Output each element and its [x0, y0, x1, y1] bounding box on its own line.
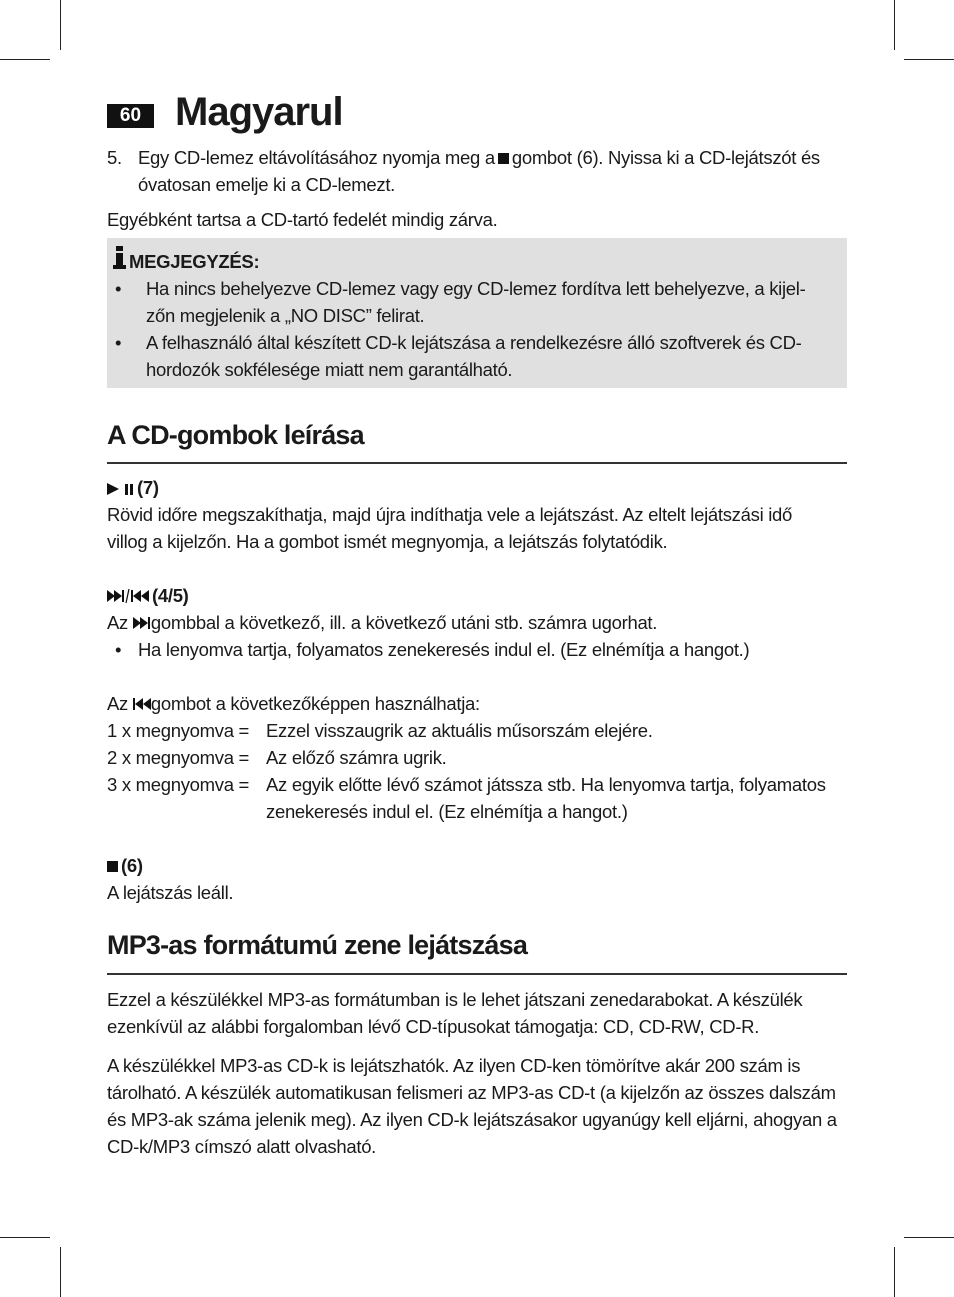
crop-mark [0, 1237, 50, 1238]
bullet-char: • [115, 332, 122, 353]
paragraph: Rövid időre megszakíthatja, majd újra indíthatja vele a lejátszást. Az eltelt lejátszási idő [107, 504, 793, 525]
skip-label: (4/5) [107, 582, 189, 609]
skip-backward-icon [133, 696, 151, 712]
stop-icon [107, 861, 118, 872]
paragraph: Ezzel a készülékkel MP3-as formátumban is le lehet játszani zenedarabokat. A készülék [107, 989, 803, 1010]
crop-mark [60, 0, 61, 50]
stop-label: (6) [107, 852, 143, 879]
bullet-char: • [115, 278, 122, 299]
press-count-desc: Ezzel visszaugrik az aktuális műsorszám elejére. [266, 720, 653, 741]
paragraph: Az gombot a következőképpen használhatja: [107, 693, 480, 714]
press-count-desc: zenekeresés indul el. (Ez elnémítja a hangot.) [266, 801, 628, 822]
crop-mark [904, 1237, 954, 1238]
press-count-label: 1 x megnyomva = [107, 720, 250, 741]
paragraph: és MP3-ak száma jelenik meg). Az ilyen CD-k lejátszásakor ugyanúgy kell eljárni, ahogyan a [107, 1109, 837, 1130]
section-heading: A CD-gombok leírása [107, 420, 364, 450]
bullet-line: Ha lenyomva tartja, folyamatos zenekeresés indul el. (Ez elnémítja a hangot.) [138, 639, 750, 660]
press-count-label: 2 x megnyomva = [107, 747, 250, 768]
skip-forward-icon [133, 615, 151, 631]
step-text-line: óvatosan emelje ki a CD-lemezt. [138, 174, 395, 195]
step-text-line: Egy CD-lemez eltávolításához nyomja meg a gombot (6). Nyissa ki a CD-lejátszót és [138, 147, 820, 168]
skip-forward-backward-icon [107, 588, 149, 604]
crop-mark [894, 0, 895, 50]
paragraph: Az gombbal a következő, ill. a következő utáni stb. számra ugorhat. [107, 612, 658, 633]
note-bullet-line: hordozók sokfélesége miatt nem garantálható. [146, 359, 513, 380]
press-count-label: 3 x megnyomva = [107, 774, 250, 795]
play-pause-label: (7) [107, 474, 159, 501]
paragraph: A készülékkel MP3-as CD-k is lejátszhatók. Az ilyen CD-ken tömörítve akár 200 szám is [107, 1055, 801, 1076]
note-bullet-line: Ha nincs behelyezve CD-lemez vagy egy CD-lemez fordítva lett behelyezve, a kijel- [146, 278, 806, 299]
crop-mark [0, 59, 50, 60]
crop-mark [904, 59, 954, 60]
note-label: MEGJEGYZÉS: [113, 246, 259, 275]
page-title: Magyarul [175, 90, 343, 134]
paragraph: Egyébként tartsa a CD-tartó fedelét mindig zárva. [107, 209, 498, 230]
note-bullet-line: A felhasználó által készített CD-k lejátszása a rendelkezésre álló szoftverek és CD- [146, 332, 802, 353]
page-number: 60 [107, 104, 154, 128]
paragraph: tárolható. A készülék automatikusan felismeri az MP3-as CD-t (a kijelzőn az összes dalszám [107, 1082, 836, 1103]
heading-rule [107, 973, 847, 975]
heading-rule [107, 462, 847, 464]
press-count-desc: Az előző számra ugrik. [266, 747, 447, 768]
paragraph: A lejátszás leáll. [107, 882, 234, 903]
bullet-char: • [115, 639, 122, 660]
crop-mark [894, 1247, 895, 1297]
section-heading: MP3-as formátumú zene lejátszása [107, 930, 528, 960]
info-icon [113, 246, 126, 270]
press-count-desc: Az egyik előtte lévő számot játssza stb. Ha lenyomva tartja, folyamatos [266, 774, 826, 795]
step-number: 5. [107, 147, 122, 168]
note-bullet-line: zőn megjelenik a „NO DISC” felirat. [146, 305, 425, 326]
paragraph: CD-k/MP3 címszó alatt olvasható. [107, 1136, 377, 1157]
play-pause-icon [107, 482, 137, 496]
paragraph: ezenkívül az alábbi forgalomban lévő CD-típusokat támogatja: CD, CD-RW, CD-R. [107, 1016, 760, 1037]
crop-mark [60, 1247, 61, 1297]
paragraph: villog a kijelzőn. Ha a gombot ismét megnyomja, a lejátszás folytatódik. [107, 531, 668, 552]
stop-icon [498, 153, 509, 164]
